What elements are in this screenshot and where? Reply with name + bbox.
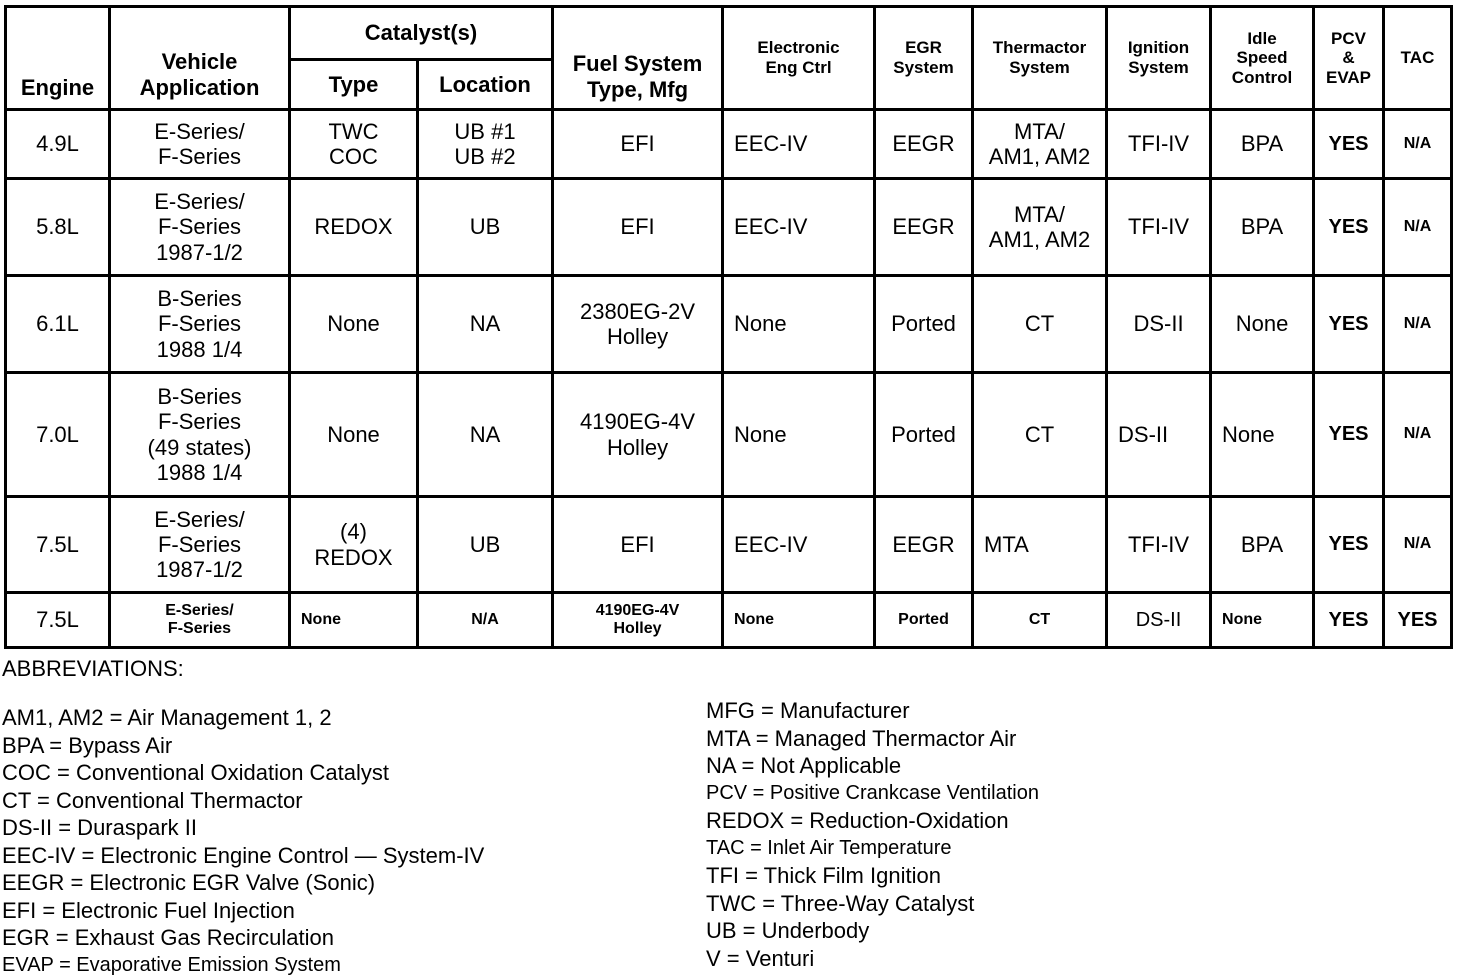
emission-spec-table <box>4 5 1453 649</box>
header-electronic-eng-ctrl: Electronic Eng Ctrl <box>723 7 875 110</box>
cell-thermactor: CT <box>973 373 1107 497</box>
abbreviation-item: NA = Not Applicable <box>706 752 1039 780</box>
header-ignition-system: Ignition System <box>1107 7 1211 110</box>
abbreviation-item: DS-II = Duraspark II <box>2 814 484 842</box>
table-row <box>6 497 1452 593</box>
cell-egr: Ported <box>875 593 973 648</box>
cell-vehicle: E-Series/ F-Series 1987-1/2 <box>110 497 290 593</box>
table-row <box>6 276 1452 373</box>
cell-eec: None <box>723 593 875 648</box>
cell-fuel: EFI <box>553 179 723 276</box>
abbreviation-item: EEC-IV = Electronic Engine Control — System-IV <box>2 842 484 870</box>
abbreviation-item: MTA = Managed Thermactor Air <box>706 725 1039 753</box>
abbreviations-list-left <box>2 704 484 979</box>
abbreviation-item: EEGR = Electronic EGR Valve (Sonic) <box>2 869 484 897</box>
cell-egr: EEGR <box>875 497 973 593</box>
cell-pcv: YES <box>1314 593 1384 648</box>
cell-pcv: YES <box>1314 179 1384 276</box>
table-row <box>6 110 1452 179</box>
cell-cat-location: N/A <box>418 593 553 648</box>
cell-engine: 5.8L <box>6 179 110 276</box>
cell-cat-location: UB #1 UB #2 <box>418 110 553 179</box>
cell-tac: N/A <box>1384 497 1452 593</box>
cell-vehicle: E-Series/ F-Series <box>110 110 290 179</box>
abbreviation-item: COC = Conventional Oxidation Catalyst <box>2 759 484 787</box>
cell-egr: EEGR <box>875 179 973 276</box>
cell-fuel: 4190EG-4V Holley <box>553 373 723 497</box>
cell-cat-type: (4) REDOX <box>290 497 418 593</box>
cell-fuel: 2380EG-2V Holley <box>553 276 723 373</box>
header-catalysts: Catalyst(s) <box>290 7 553 60</box>
cell-fuel: EFI <box>553 110 723 179</box>
cell-vehicle: B-Series F-Series (49 states) 1988 1/4 <box>110 373 290 497</box>
header-engine: Engine <box>6 7 110 110</box>
table-row <box>6 179 1452 276</box>
header-thermactor-system: Thermactor System <box>973 7 1107 110</box>
header-idle-speed-control: Idle Speed Control <box>1211 7 1314 110</box>
header-pcv-evap: PCV & EVAP <box>1314 7 1384 110</box>
cell-tac: N/A <box>1384 373 1452 497</box>
abbreviations-title: ABBREVIATIONS: <box>2 656 184 682</box>
abbreviation-item: TAC = Inlet Air Temperature <box>706 835 1039 863</box>
cell-pcv: YES <box>1314 497 1384 593</box>
table-row <box>6 593 1452 648</box>
cell-vehicle: B-Series F-Series 1988 1/4 <box>110 276 290 373</box>
cell-cat-type: REDOX <box>290 179 418 276</box>
abbreviation-item: CT = Conventional Thermactor <box>2 787 484 815</box>
cell-eec: EEC-IV <box>723 110 875 179</box>
cell-cat-location: UB <box>418 497 553 593</box>
cell-cat-location: NA <box>418 276 553 373</box>
header-tac: TAC <box>1384 7 1452 110</box>
cell-idle: None <box>1211 373 1314 497</box>
cell-cat-type: None <box>290 276 418 373</box>
cell-cat-type: TWC COC <box>290 110 418 179</box>
abbreviation-item: AM1, AM2 = Air Management 1, 2 <box>2 704 484 732</box>
header-vehicle-application: Vehicle Application <box>110 7 290 110</box>
abbreviations-list-right <box>706 697 1039 972</box>
cell-eec: EEC-IV <box>723 497 875 593</box>
cell-ignition: DS-II <box>1107 593 1211 648</box>
cell-engine: 6.1L <box>6 276 110 373</box>
cell-egr: EEGR <box>875 110 973 179</box>
cell-tac: N/A <box>1384 110 1452 179</box>
cell-fuel: 4190EG-4V Holley <box>553 593 723 648</box>
table-row <box>6 373 1452 497</box>
cell-idle: BPA <box>1211 497 1314 593</box>
abbreviation-item: V = Venturi <box>706 945 1039 973</box>
abbreviation-item: UB = Underbody <box>706 917 1039 945</box>
cell-egr: Ported <box>875 373 973 497</box>
cell-pcv: YES <box>1314 110 1384 179</box>
cell-engine: 7.5L <box>6 497 110 593</box>
cell-eec: None <box>723 373 875 497</box>
header-catalyst-type: Type <box>290 60 418 110</box>
cell-cat-location: NA <box>418 373 553 497</box>
cell-engine: 7.0L <box>6 373 110 497</box>
abbreviation-item: PCV = Positive Crankcase Ventilation <box>706 780 1039 808</box>
abbreviation-item: TWC = Three-Way Catalyst <box>706 890 1039 918</box>
cell-thermactor: CT <box>973 276 1107 373</box>
cell-ignition: TFI-IV <box>1107 110 1211 179</box>
abbreviation-item: MFG = Manufacturer <box>706 697 1039 725</box>
cell-vehicle: E-Series/ F-Series 1987-1/2 <box>110 179 290 276</box>
cell-eec: None <box>723 276 875 373</box>
cell-cat-type: None <box>290 373 418 497</box>
abbreviation-item: EGR = Exhaust Gas Recirculation <box>2 924 484 952</box>
cell-eec: EEC-IV <box>723 179 875 276</box>
cell-cat-type: None <box>290 593 418 648</box>
cell-cat-location: UB <box>418 179 553 276</box>
abbreviation-item: TFI = Thick Film Ignition <box>706 862 1039 890</box>
cell-tac: N/A <box>1384 179 1452 276</box>
abbreviation-item: EFI = Electronic Fuel Injection <box>2 897 484 925</box>
cell-pcv: YES <box>1314 373 1384 497</box>
cell-tac: N/A <box>1384 276 1452 373</box>
header-catalyst-location: Location <box>418 60 553 110</box>
cell-thermactor: MTA/ AM1, AM2 <box>973 179 1107 276</box>
cell-idle: None <box>1211 276 1314 373</box>
cell-fuel: EFI <box>553 497 723 593</box>
cell-idle: BPA <box>1211 179 1314 276</box>
cell-ignition: DS-II <box>1107 373 1211 497</box>
header-egr-system: EGR System <box>875 7 973 110</box>
abbreviation-item: EVAP = Evaporative Emission System <box>2 952 484 979</box>
cell-idle: BPA <box>1211 110 1314 179</box>
cell-thermactor: CT <box>973 593 1107 648</box>
cell-vehicle: E-Series/ F-Series <box>110 593 290 648</box>
abbreviation-item: REDOX = Reduction-Oxidation <box>706 807 1039 835</box>
header-fuel-system: Fuel System Type, Mfg <box>553 7 723 110</box>
cell-egr: Ported <box>875 276 973 373</box>
cell-ignition: DS-II <box>1107 276 1211 373</box>
cell-ignition: TFI-IV <box>1107 497 1211 593</box>
cell-tac: YES <box>1384 593 1452 648</box>
cell-idle: None <box>1211 593 1314 648</box>
cell-pcv: YES <box>1314 276 1384 373</box>
cell-engine: 4.9L <box>6 110 110 179</box>
abbreviation-item: BPA = Bypass Air <box>2 732 484 760</box>
cell-thermactor: MTA/ AM1, AM2 <box>973 110 1107 179</box>
cell-engine: 7.5L <box>6 593 110 648</box>
cell-thermactor: MTA <box>973 497 1107 593</box>
cell-ignition: TFI-IV <box>1107 179 1211 276</box>
